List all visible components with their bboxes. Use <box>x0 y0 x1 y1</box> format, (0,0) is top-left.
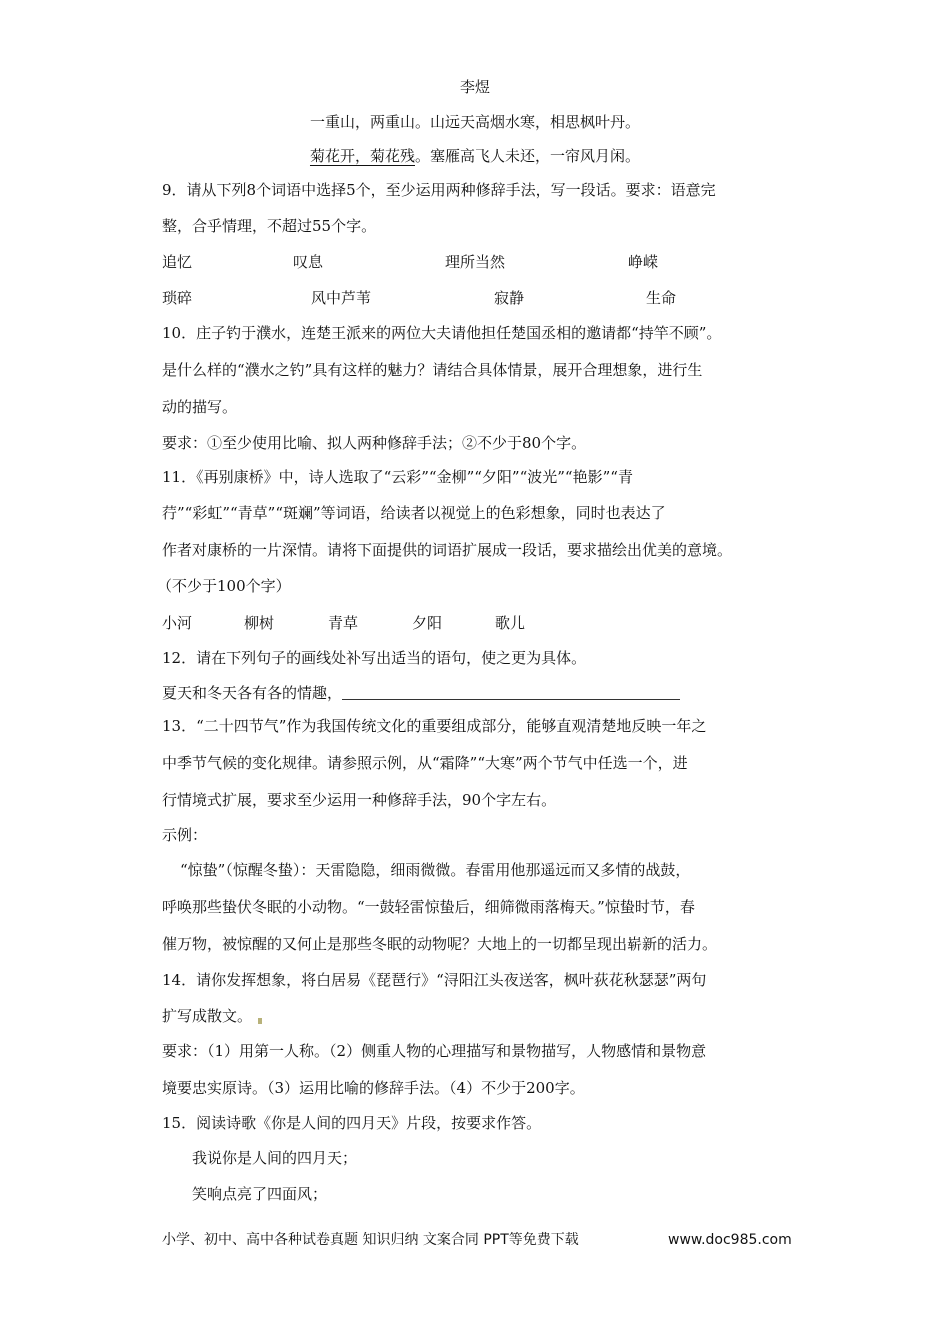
q10-line-3: 动的描写。 <box>162 398 238 416</box>
q10-requirement: 要求：①至少使用比喻、拟人两种修辞手法；②不少于80个字。 <box>162 434 587 452</box>
q10-line-2: 是什么样的“濮水之钓”具有这样的魅力？请结合具体情景，展开合理想象，进行生 <box>162 361 703 379</box>
footer-text: 小学、初中、高中各种试卷真题 知识归纳 文案合同 PPT等免费下载 <box>162 1232 579 1248</box>
q9-word: 追忆 <box>162 253 193 271</box>
q9-word: 琐碎 <box>162 289 193 307</box>
q14-requirement-1: 要求：（1）用第一人称。（2）侧重人物的心理描写和景物描写，人物感情和景物意 <box>162 1042 707 1060</box>
q11-word: 歌儿 <box>495 614 526 632</box>
q14-line-2: 扩写成散文。 <box>162 1007 253 1025</box>
q15-poem-line-2: 笑响点亮了四面风； <box>192 1185 328 1203</box>
q12-line-2 <box>162 683 680 703</box>
q9-word: 理所当然 <box>445 253 506 271</box>
q11-line-1: 11．《再别康桥》中，诗人选取了“云彩”“金柳”“夕阳”“波光”“艳影”“青 <box>162 468 633 486</box>
q12-line-1: 12．请在下列句子的画线处补写出适当的语句，使之更为具体。 <box>162 649 587 667</box>
q13-line-1: 13．“二十四节气”作为我国传统文化的重要组成部分，能够直观清楚地反映一年之 <box>162 717 707 735</box>
q15-poem-line-1: 我说你是人间的四月天； <box>192 1149 358 1167</box>
answer-blank <box>342 683 680 700</box>
q9-word: 生命 <box>646 289 677 307</box>
q9-word: 叹息 <box>293 253 324 271</box>
q9-word: 风中芦苇 <box>311 289 372 307</box>
poem-line-2-rest: 。塞雁高飞人未还，一帘风月闲。 <box>415 147 641 165</box>
q9-word: 峥嵘 <box>628 253 659 271</box>
q13-example-label: 示例： <box>162 826 208 844</box>
page-footer <box>162 1231 802 1249</box>
q13-example-line-1: “惊蛰”（惊醒冬蛰）：天雷隐隐，细雨微微。春雷用他那遥远而又多情的战鼓， <box>180 861 691 879</box>
q11-word: 小河 <box>162 614 193 632</box>
q11-line-3: 作者对康桥的一片深情。请将下面提供的词语扩展成一段话，要求描绘出优美的意境。 <box>162 541 733 559</box>
q13-example-line-3: 催万物，被惊醒的又何止是那些冬眠的动物呢？大地上的一切都呈现出崭新的活力。 <box>162 935 718 953</box>
poem-underlined-phrase: 菊花开，菊花残 <box>309 147 415 165</box>
stray-mark <box>258 1018 262 1024</box>
q13-line-3: 行情境式扩展，要求至少运用一种修辞手法，90个字左右。 <box>162 791 557 809</box>
q11-line-2: 荇”“彩虹”“青草”“斑斓”等词语，给读者以视觉上的色彩想象，同时也表达了 <box>162 504 666 522</box>
q9-line-1: 9．请从下列8个词语中选择5个，至少运用两种修辞手法，写一段话。要求：语意完 <box>162 181 716 199</box>
q14-line-1: 14．请你发挥想象，将白居易《琵琶行》“浔阳江头夜送客，枫叶荻花秋瑟瑟”两句 <box>162 971 707 989</box>
q9-line-2: 整，合乎情理，不超过55个字。 <box>162 217 377 235</box>
q12-sentence: 夏天和冬天各有各的情趣， <box>162 684 343 702</box>
q11-line-4: （不少于100个字） <box>157 577 291 595</box>
q13-line-2: 中季节气候的变化规律。请参照示例，从“霜降”“大寒”两个节气中任选一个，进 <box>162 754 688 772</box>
q11-word: 青草 <box>328 614 359 632</box>
q11-word: 柳树 <box>244 614 275 632</box>
footer-url[interactable]: www.doc985.com <box>668 1232 792 1248</box>
poem-line-1: 一重山，两重山。山远天高烟水寒，相思枫叶丹。 <box>309 113 640 131</box>
poem-author: 李煜 <box>459 78 490 96</box>
q13-example-line-2: 呼唤那些蛰伏冬眠的小动物。“一鼓轻雷惊蛰后，细筛微雨落梅天。”惊蛰时节，春 <box>162 898 695 916</box>
q10-line-1: 10．庄子钓于濮水，连楚王派来的两位大夫请他担任楚国丞相的邀请都“持竿不顾”。 <box>162 324 722 342</box>
q11-word: 夕阳 <box>412 614 443 632</box>
q9-word: 寂静 <box>494 289 525 307</box>
poem-line-2 <box>0 146 950 166</box>
q14-requirement-2: 境要忠实原诗。（3）运用比喻的修辞手法。（4）不少于200字。 <box>162 1079 585 1097</box>
q15-line-1: 15．阅读诗歌《你是人间的四月天》片段，按要求作答。 <box>162 1114 542 1132</box>
